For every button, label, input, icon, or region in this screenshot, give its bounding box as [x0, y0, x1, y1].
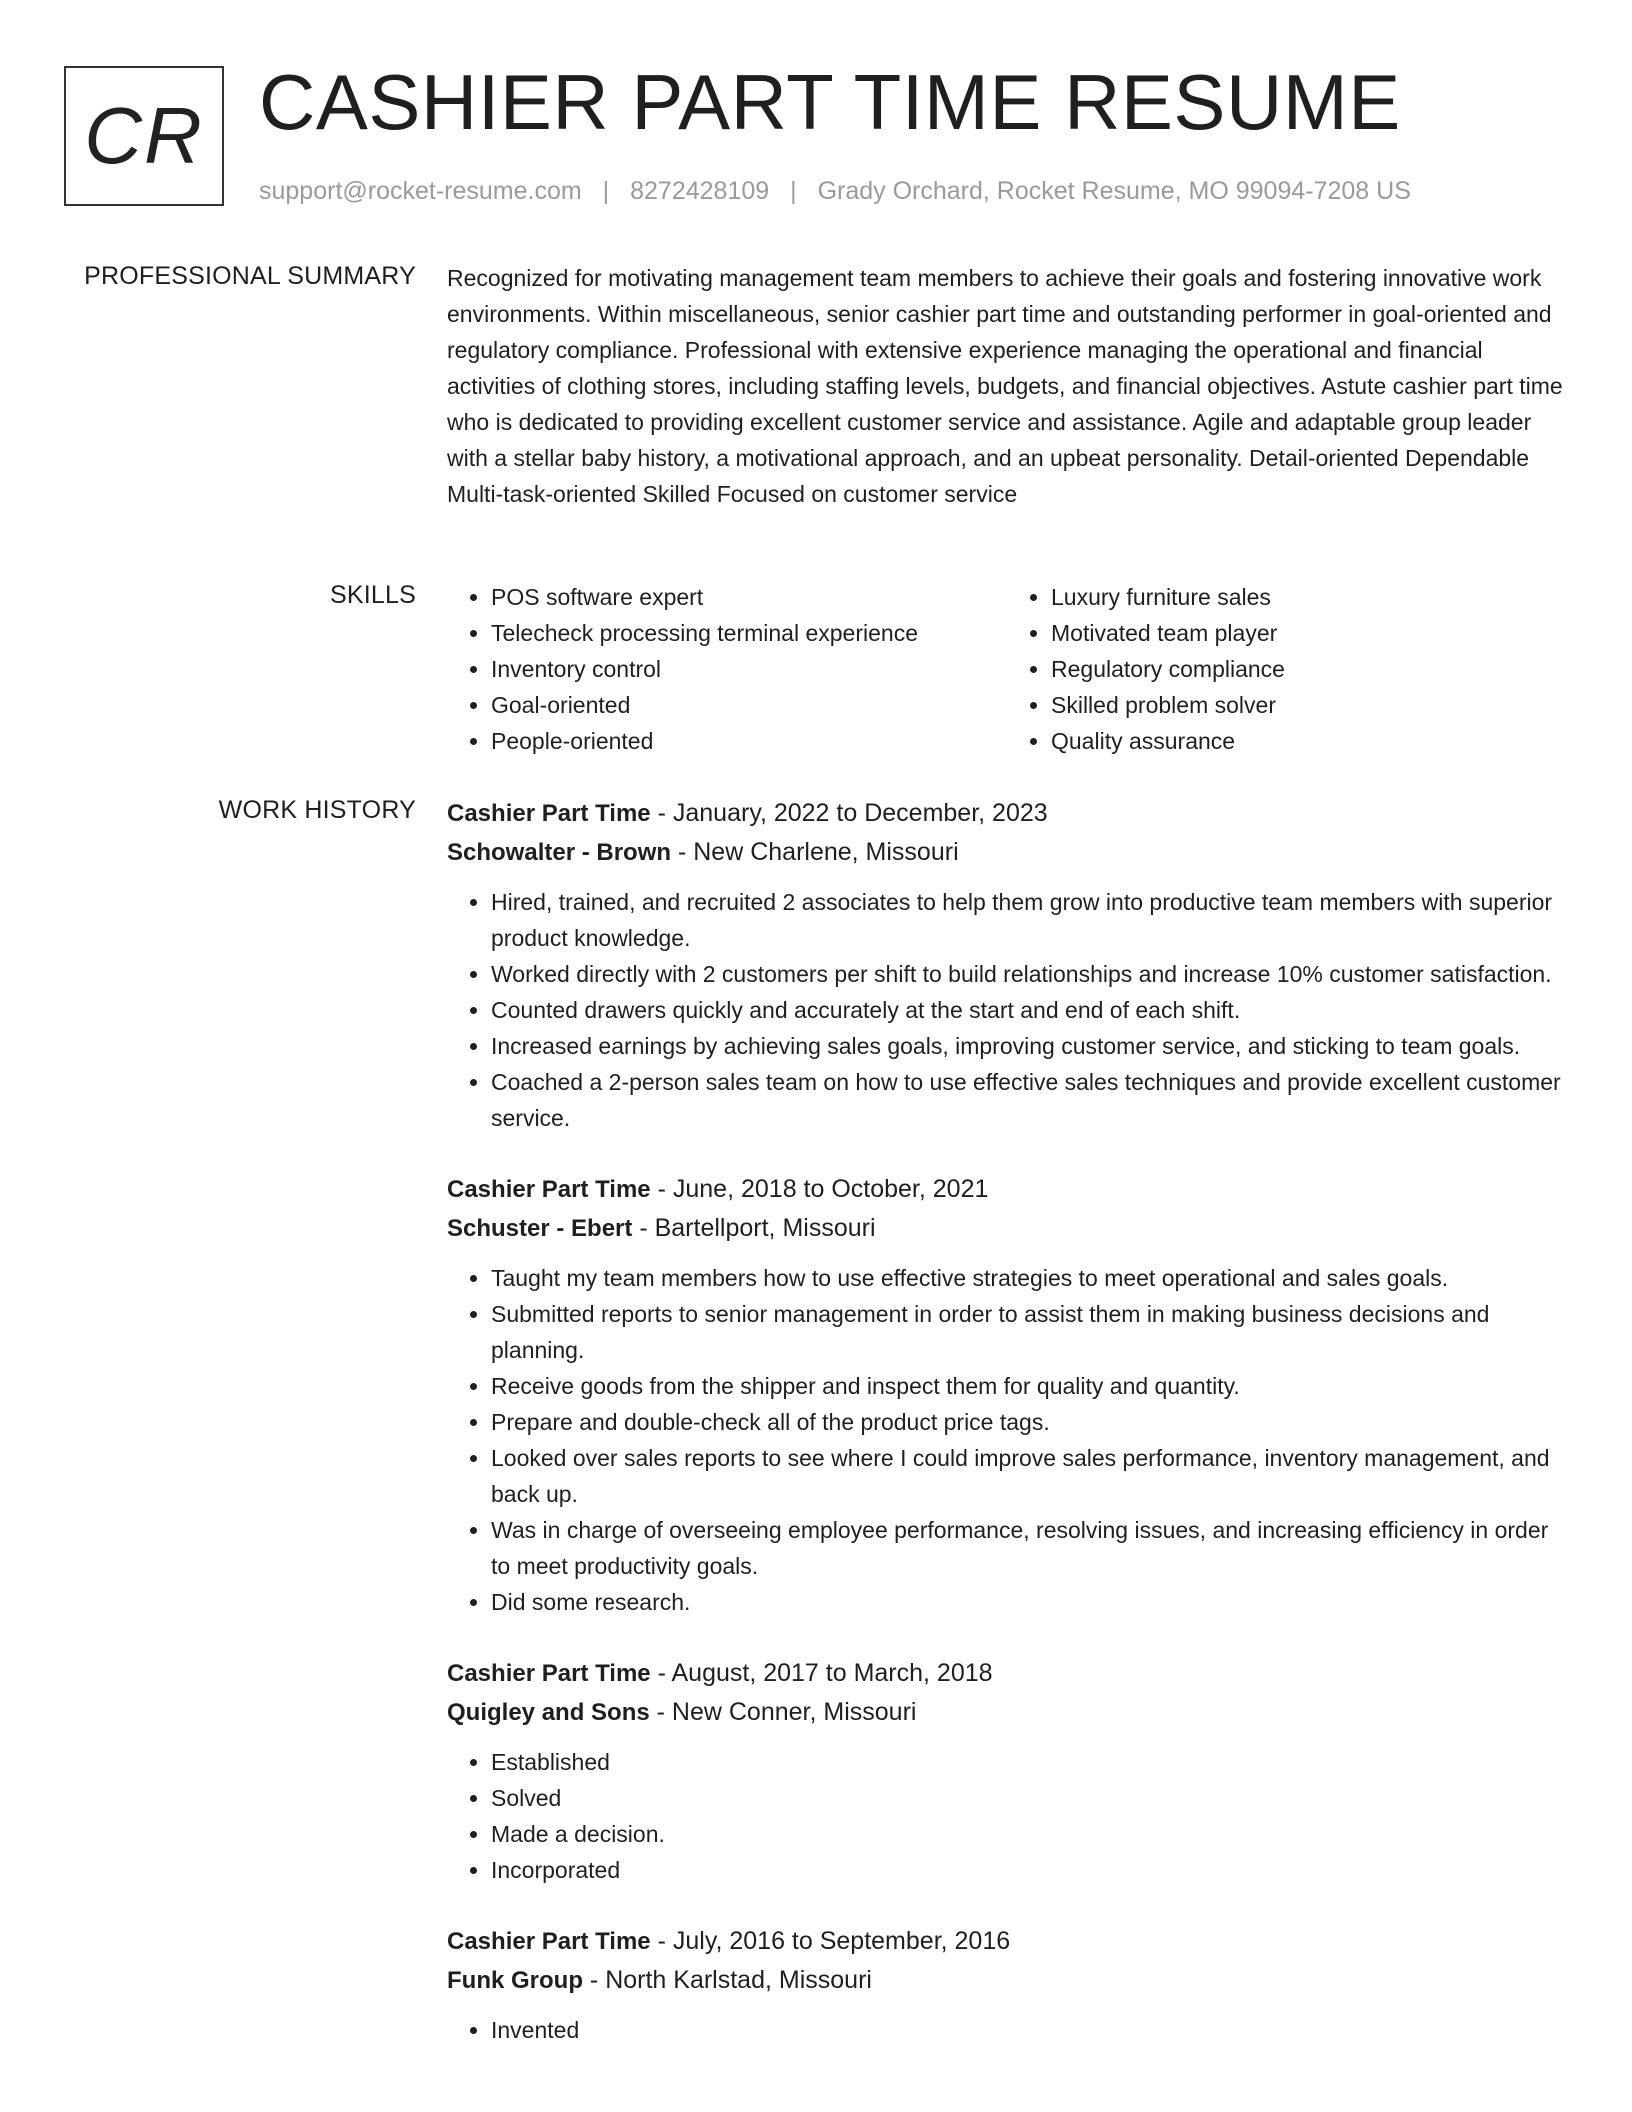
- summary-text: Recognized for motivating management team members to achieve their goals and fostering innovative work environments. Within miscellaneous, senior cashier part time and outstanding performer in goal-oriented and regulatory compliance. Professional with extensive experience managing the operational and financial activities of clothing stores, including staffing levels, budgets, and financial objectives. Astute cashier part time who is dedicated to providing excellent customer service and assistance. Agile and adaptable group leader with a stellar baby history, a motivational approach, and an upbeat personality. Detail-oriented Dependable Multi-task-oriented Skilled Focused on customer service: [447, 265, 1563, 507]
- job-bullet: • Solved: [491, 1780, 1567, 1816]
- job-location: - North Karlstad, Missouri: [582, 1966, 872, 1994]
- job-company-line: [447, 1961, 1567, 2000]
- job-location: - Bartellport, Missouri: [632, 1214, 876, 1242]
- job-title-line: [447, 1922, 1567, 1961]
- work-body: [447, 794, 1567, 2048]
- skill-item: • Motivated team player: [1051, 615, 1567, 651]
- job-title: Cashier Part Time: [447, 1176, 651, 1203]
- summary-body: [447, 260, 1567, 512]
- skills-list-left: [447, 579, 1007, 759]
- job-company: Funk Group: [447, 1967, 583, 1994]
- job-bullet: • Prepare and double-check all of the product price tags.: [491, 1404, 1567, 1440]
- job-bullet: • Did some research.: [491, 1584, 1567, 1620]
- job-entry: [447, 1654, 1567, 1888]
- job-bullet: • Invented: [491, 2012, 1567, 2048]
- skills-body: [447, 579, 1567, 759]
- skill-item: • People-oriented: [491, 723, 1007, 759]
- skill-item: • Luxury furniture sales: [1051, 579, 1567, 615]
- skill-item: • Regulatory compliance: [1051, 651, 1567, 687]
- job-entry: [447, 1922, 1567, 2048]
- contact-separator: |: [602, 177, 610, 205]
- job-bullet: • Incorporated: [491, 1852, 1567, 1888]
- job-bullet: • Was in charge of overseeing employee performance, resolving issues, and increasing efficiency in order to meet productivity goals.: [491, 1512, 1567, 1584]
- job-company-line: [447, 1209, 1567, 1248]
- monogram-box: [64, 66, 224, 206]
- contact-separator: |: [790, 177, 797, 205]
- skill-item: • Telecheck processing terminal experience: [491, 615, 1007, 651]
- job-bullet: • Made a decision.: [491, 1816, 1567, 1852]
- skill-item: • POS software expert: [491, 579, 1007, 615]
- job-company-line: [447, 1693, 1567, 1732]
- job-dates: - January, 2022 to December, 2023: [650, 799, 1048, 827]
- job-bullet: • Hired, trained, and recruited 2 associates to help them grow into productive team members with superior product knowledge.: [491, 884, 1567, 956]
- job-bullet: • Looked over sales reports to see where I could improve sales performance, inventory management, and back up.: [491, 1440, 1567, 1512]
- job-bullet: • Increased earnings by achieving sales goals, improving customer service, and sticking to team goals.: [491, 1028, 1567, 1064]
- job-bullets: [447, 1744, 1567, 1888]
- job-dates: - June, 2018 to October, 2021: [650, 1175, 989, 1203]
- job-bullet: • Taught my team members how to use effective strategies to meet operational and sales goals.: [491, 1260, 1567, 1296]
- summary-heading: PROFESSIONAL SUMMARY: [84, 262, 416, 290]
- contact-email[interactable]: support@rocket-resume.com: [259, 177, 582, 205]
- job-bullets: [447, 2012, 1567, 2048]
- job-dates: - August, 2017 to March, 2018: [650, 1659, 993, 1687]
- job-bullet: • Coached a 2-person sales team on how to use effective sales techniques and provide excellent customer service.: [491, 1064, 1567, 1136]
- job-company: Schuster - Ebert: [447, 1215, 633, 1242]
- job-bullet: • Established: [491, 1744, 1567, 1780]
- job-company: Quigley and Sons: [447, 1699, 650, 1726]
- job-location: - New Conner, Missouri: [649, 1698, 917, 1726]
- skill-item: • Skilled problem solver: [1051, 687, 1567, 723]
- job-bullets: [447, 1260, 1567, 1620]
- job-title: Cashier Part Time: [447, 800, 651, 827]
- skills-heading: SKILLS: [330, 581, 416, 609]
- job-title-line: [447, 1654, 1567, 1693]
- job-bullet: • Counted drawers quickly and accurately at the start and end of each shift.: [491, 992, 1567, 1028]
- job-title-line: [447, 1170, 1567, 1209]
- job-bullet: • Submitted reports to senior management in order to assist them in making business decisions and planning.: [491, 1296, 1567, 1368]
- job-bullet: • Worked directly with 2 customers per shift to build relationships and increase 10% customer satisfaction.: [491, 956, 1567, 992]
- job-bullet: • Receive goods from the shipper and inspect them for quality and quantity.: [491, 1368, 1567, 1404]
- job-entry: [447, 794, 1567, 1136]
- job-title-line: [447, 794, 1567, 833]
- contact-line: [259, 176, 1411, 206]
- job-bullets: [447, 884, 1567, 1136]
- job-title: Cashier Part Time: [447, 1928, 651, 1955]
- resume-title: CASHIER PART TIME RESUME: [259, 58, 1401, 146]
- skill-item: • Goal-oriented: [491, 687, 1007, 723]
- contact-address: Grady Orchard, Rocket Resume, MO 99094-7208 US: [817, 177, 1411, 205]
- job-entry: [447, 1170, 1567, 1620]
- skill-item: • Quality assurance: [1051, 723, 1567, 759]
- job-title: Cashier Part Time: [447, 1660, 651, 1687]
- job-company: Schowalter - Brown: [447, 839, 672, 866]
- contact-phone[interactable]: 8272428109: [630, 177, 770, 205]
- job-location: - New Charlene, Missouri: [671, 838, 959, 866]
- work-heading: WORK HISTORY: [218, 796, 416, 824]
- monogram-initials: CR: [84, 91, 204, 180]
- skills-list-right: [1007, 579, 1567, 759]
- job-company-line: [447, 833, 1567, 872]
- job-dates: - July, 2016 to September, 2016: [650, 1927, 1011, 1955]
- skill-item: • Inventory control: [491, 651, 1007, 687]
